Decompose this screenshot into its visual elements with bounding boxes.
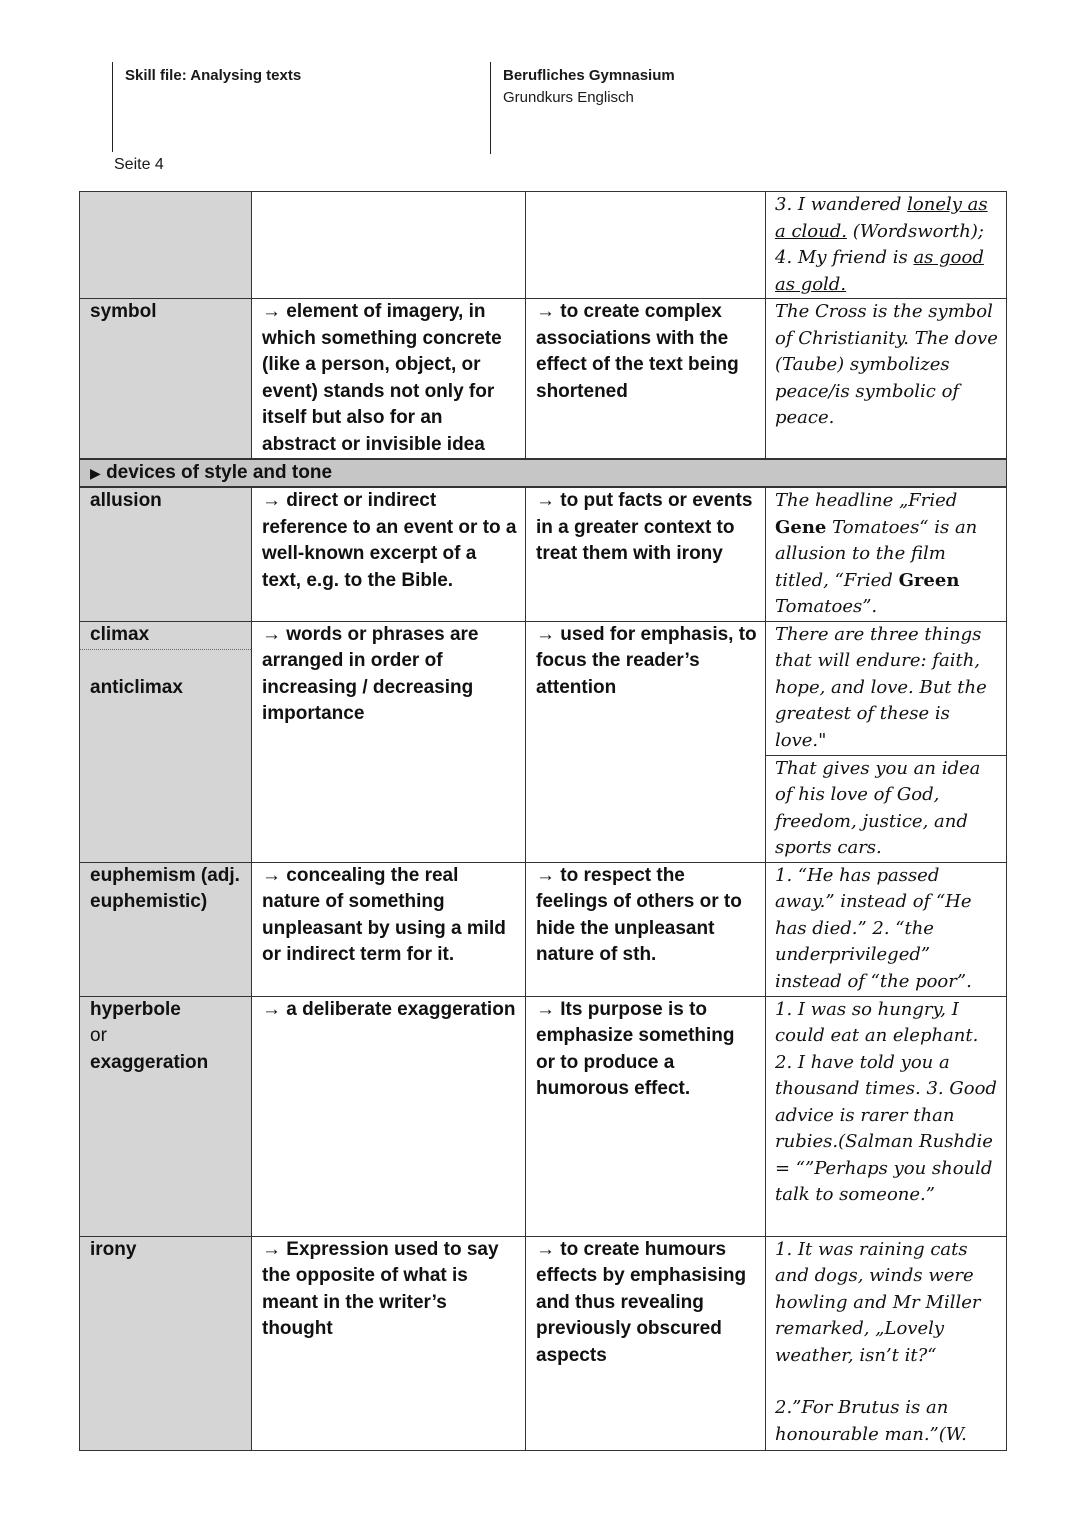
definition-cell: → Expression used to say the opposite of what is meant in the writer’s thought	[252, 1236, 526, 1450]
example-climax: There are three things that will endure: faith, hope, and love. But the greatest of these is love."	[775, 623, 987, 751]
definition-cell: → direct or indirect reference to an event or to a well-known excerpt of a text, e.g. to the Bible.	[252, 487, 526, 621]
term-anticlimax: anticlimax	[80, 649, 251, 702]
table-row-euphemism	[80, 862, 1007, 996]
effect-cell: → to create humours effects by emphasising and thus revealing previously obscured aspects	[526, 1236, 766, 1450]
page-number: Seite 4	[114, 156, 164, 173]
term-cell: allusion	[80, 487, 252, 621]
definition-cell: → concealing the real nature of something unpleasant by using a mild or indirect term for it.	[252, 862, 526, 996]
term-hyperbole: hyperbole	[90, 998, 181, 1020]
table-row-irony	[80, 1236, 1007, 1450]
term-cell: irony	[80, 1236, 252, 1450]
term-cell: euphemism (adj. euphemistic)	[80, 862, 252, 996]
example-cell: 1. “He has passed away.” instead of “He has died.” 2. “the underprivileged” instead of “the poor”.	[766, 862, 1007, 996]
definition-cell: → element of imagery, in which something concrete (like a person, object, or event) stands not only for itself but also for an abstract or invisible idea	[252, 299, 526, 460]
effect-cell: → Its purpose is to emphasize something or to produce a humorous effect.	[526, 996, 766, 1236]
triangle-marker-icon: ▶	[90, 465, 101, 481]
effect-cell: → used for emphasis, to focus the reader’s attention	[526, 621, 766, 862]
table-row-climax	[80, 621, 1007, 862]
section-header-row	[80, 459, 1007, 487]
example-cell: The Cross is the symbol of Christianity. The dove (Taube) symbolizes peace/is symbolic of peace.	[766, 299, 1007, 460]
term-or: or	[90, 1025, 107, 1046]
definition-cell: → words or phrases are arranged in order of increasing / decreasing importance	[252, 621, 526, 862]
section-header	[80, 459, 1007, 487]
example-cell: 1. I was so hungry, I could eat an elephant. 2. I have told you a thousand times. 3. Good advice is rarer than rubies.(Salman Rushdie = “”Perhaps you should talk to someone.”	[766, 996, 1007, 1236]
example-anticlimax: That gives you an idea of his love of God, freedom, justice, and sports cars.	[766, 755, 1006, 862]
table-row-allusion	[80, 487, 1007, 621]
effect-cell: → to respect the feelings of others or to hide the unpleasant nature of sth.	[526, 862, 766, 996]
term-cell	[80, 192, 252, 299]
school-name: Berufliches Gymnasium	[503, 67, 675, 84]
section-label: devices of style and tone	[106, 462, 333, 483]
definition-cell: → a deliberate exaggeration	[252, 996, 526, 1236]
definition-cell	[252, 192, 526, 299]
table-row-hyperbole	[80, 996, 1007, 1236]
example-cell	[766, 1236, 1007, 1450]
document-title: Skill file: Analysing texts	[125, 67, 302, 84]
term-exaggeration: exaggeration	[90, 1051, 209, 1073]
term-cell	[80, 996, 252, 1236]
example-cell	[766, 621, 1007, 862]
stylistic-devices-table	[79, 191, 1007, 1451]
table-row	[80, 192, 1007, 299]
course-name: Grundkurs Englisch	[503, 89, 634, 106]
table-row-symbol	[80, 299, 1007, 460]
header-right-block	[490, 62, 791, 154]
term-cell	[80, 621, 252, 862]
example-spacer	[775, 1369, 998, 1395]
effect-cell	[526, 192, 766, 299]
example-2: 2.”For Brutus is an honourable man.”(W.	[775, 1397, 967, 1445]
effect-cell: → to create complex associations with the effect of the text being shortened	[526, 299, 766, 460]
example-cell: 3. I wandered lonely as a cloud. (Wordsworth); 4. My friend is as good as gold.	[766, 192, 1007, 299]
term-climax: climax	[90, 623, 150, 645]
header-left-block	[112, 62, 493, 152]
example-cell: The headline „Fried Gene Tomatoes“ is an allusion to the film titled, “Fried Green Tomatoes”.	[766, 487, 1007, 621]
effect-cell: → to put facts or events in a greater context to treat them with irony	[526, 487, 766, 621]
example-1: 1. It was raining cats and dogs, winds were howling and Mr Miller remarked, „Lovely weather, isn’t it?“	[775, 1238, 981, 1366]
term-cell: symbol	[80, 299, 252, 460]
